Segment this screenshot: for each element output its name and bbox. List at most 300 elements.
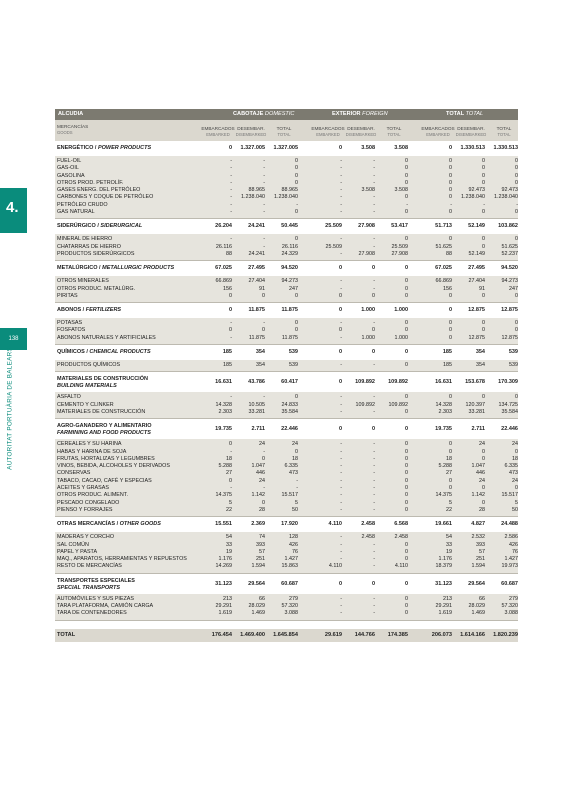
- cell-value: 66: [479, 595, 485, 602]
- cell-value: -: [450, 201, 452, 208]
- row-label: OTROS MINERALES: [57, 278, 109, 285]
- cell-value: 1.176: [438, 556, 452, 563]
- cell-value: 0: [405, 492, 408, 499]
- detail-group: [55, 532, 518, 572]
- cell-value: 57: [479, 548, 485, 555]
- cell-value: 0: [405, 394, 408, 401]
- cell-value: 0: [515, 292, 518, 299]
- cell-value: 29.564: [248, 580, 265, 587]
- cell-value: 6.335: [284, 463, 298, 470]
- cell-value: 0: [372, 292, 375, 299]
- cell-value: 0: [371, 349, 375, 356]
- cell-value: 54: [226, 534, 232, 541]
- column-heading: EMBARCADOS EMBARKED: [201, 126, 235, 137]
- cell-value: 354: [476, 362, 485, 369]
- cell-value: 53.417: [391, 223, 408, 230]
- cell-value: 0: [229, 477, 232, 484]
- table-row: [55, 158, 518, 165]
- cell-value: 26.116: [215, 243, 232, 250]
- table-row: [55, 603, 518, 610]
- cell-value: 43.786: [248, 379, 265, 386]
- cell-value: 0: [405, 595, 408, 602]
- cell-value: -: [373, 165, 375, 172]
- cell-value: 19: [446, 548, 452, 555]
- cell-value: 6.568: [394, 521, 408, 528]
- cell-value: 0: [405, 455, 408, 462]
- cell-value: 12.875: [468, 307, 485, 314]
- cell-value: 185: [442, 349, 452, 356]
- cell-value: 19.735: [215, 426, 232, 433]
- row-label: MINERAL DE HIERRO: [57, 236, 113, 243]
- cell-value: 0: [295, 292, 298, 299]
- cell-value: -: [340, 534, 342, 541]
- cell-value: 0: [449, 448, 452, 455]
- cell-value: 24.241: [248, 250, 265, 257]
- cell-value: -: [263, 179, 265, 186]
- cell-value: 33: [226, 541, 232, 548]
- row-label: ABONOS / FERTILIZERS: [57, 307, 122, 314]
- cell-value: 24.329: [281, 250, 298, 257]
- cell-value: 0: [405, 602, 408, 609]
- cell-value: 109.892: [355, 379, 375, 386]
- table-row: [55, 507, 518, 514]
- cell-value: 24.833: [281, 401, 298, 408]
- cell-value: 33: [446, 541, 452, 548]
- table-row: [55, 278, 518, 285]
- row-label: ASFALTO: [57, 394, 81, 401]
- cell-value: -: [373, 285, 375, 292]
- cell-value: 28.029: [248, 602, 265, 609]
- page-number: 138: [0, 328, 27, 350]
- cell-value: 0: [262, 327, 265, 334]
- cell-value: 1.619: [438, 610, 452, 617]
- cell-value: 109.892: [388, 379, 408, 386]
- row-label: OTRAS MERCANCÍAS / OTHER GOODS: [57, 521, 161, 528]
- cell-value: 134.725: [498, 401, 518, 408]
- cell-value: 0: [405, 463, 408, 470]
- cell-value: 88: [226, 250, 232, 257]
- group-foreign: EXTERIOR FOREIGN: [332, 111, 388, 117]
- cell-value: 0: [338, 379, 342, 386]
- cell-value: -: [340, 455, 342, 462]
- cell-value: 1.238.040: [274, 194, 298, 201]
- cell-value: 0: [228, 145, 232, 151]
- cell-value: -: [263, 394, 265, 401]
- cell-value: 0: [262, 292, 265, 299]
- cell-value: 279: [289, 595, 298, 602]
- cell-value: 28: [259, 506, 265, 513]
- cell-value: -: [340, 485, 342, 492]
- cell-value: 0: [405, 499, 408, 506]
- cell-value: 14.328: [215, 401, 232, 408]
- cell-value: 0: [449, 172, 452, 179]
- cell-value: 0: [405, 327, 408, 334]
- cell-value: 0: [338, 426, 342, 433]
- row-label: FOSFATOS: [57, 327, 86, 334]
- table-row: [55, 362, 518, 369]
- cell-value: 19: [226, 548, 232, 555]
- cell-value: 213: [443, 595, 452, 602]
- cell-value: -: [340, 463, 342, 470]
- row-label: GASOLINA: [57, 172, 85, 179]
- table-row: [55, 409, 518, 416]
- traffic-table: [55, 109, 518, 642]
- cell-value: -: [373, 470, 375, 477]
- cell-value: 0: [405, 541, 408, 548]
- cell-value: 251: [476, 556, 485, 563]
- cell-value: 109.892: [355, 401, 375, 408]
- row-label: CONSERVAS: [57, 470, 91, 477]
- cell-value: 24: [479, 441, 485, 448]
- row-label: AUTOMÓVILES Y SUS PIEZAS: [57, 595, 134, 602]
- table-row: [55, 244, 518, 251]
- section-row: [55, 345, 518, 360]
- row-label: OTROS PRODUC. METALÚRG.: [57, 285, 136, 292]
- cell-value: 17.920: [281, 521, 298, 528]
- cell-value: 60.687: [501, 580, 518, 587]
- cell-value: 88.965: [248, 187, 265, 194]
- cell-value: -: [373, 506, 375, 513]
- cell-value: 29.564: [468, 580, 485, 587]
- cell-value: 2.711: [251, 426, 265, 433]
- cell-value: 539: [508, 349, 518, 356]
- column-heading: EMBARCADOS EMBARKED: [421, 126, 455, 137]
- cell-value: 1.427: [284, 556, 298, 563]
- cell-value: -: [340, 187, 342, 194]
- cell-value: 144.766: [354, 631, 375, 638]
- cell-value: 1.327.005: [240, 145, 265, 151]
- cell-value: 2.458: [361, 521, 375, 528]
- cell-value: 0: [405, 485, 408, 492]
- goods-heading: MERCANCÍAS GOODS: [57, 124, 89, 135]
- cell-value: 19.735: [435, 426, 452, 433]
- cell-value: 0: [449, 320, 452, 327]
- cell-value: 35.584: [501, 408, 518, 415]
- cell-value: 0: [405, 448, 408, 455]
- cell-value: -: [340, 541, 342, 548]
- cell-value: 0: [482, 448, 485, 455]
- cell-value: 3.088: [284, 610, 298, 617]
- cell-value: 0: [405, 320, 408, 327]
- cell-value: 0: [449, 165, 452, 172]
- group-total: TOTAL TOTAL: [446, 111, 484, 117]
- row-label: TARA DE CONTENEDORES: [57, 610, 127, 617]
- cell-value: -: [230, 179, 232, 186]
- cell-value: 67.025: [435, 265, 452, 272]
- row-label: TOTAL: [57, 631, 76, 638]
- cell-value: 539: [288, 349, 298, 356]
- cell-value: 14.375: [215, 492, 232, 499]
- cell-value: 539: [289, 362, 298, 369]
- row-label: OTROS PRODUC. ALIMENT.: [57, 492, 128, 499]
- cell-value: 0: [372, 327, 375, 334]
- row-label: MAQ., APARATOS, HERRAMIENTAS Y REPUESTOS: [57, 556, 187, 563]
- cell-value: -: [516, 201, 518, 208]
- cell-value: 57.320: [281, 602, 298, 609]
- cell-value: -: [373, 563, 375, 570]
- cell-value: 31.123: [215, 580, 232, 587]
- cell-value: 0: [229, 292, 232, 299]
- cell-value: 0: [405, 441, 408, 448]
- row-label: TRANSPORTES ESPECIALES SPECIAL TRANSPORTS: [57, 577, 135, 591]
- table-row: [55, 449, 518, 456]
- cell-value: 0: [515, 394, 518, 401]
- cell-value: 91: [479, 285, 485, 292]
- cell-value: 0: [405, 158, 408, 164]
- cell-value: 0: [448, 145, 452, 151]
- cell-value: -: [340, 408, 342, 415]
- cell-value: 0: [338, 580, 342, 587]
- cell-value: 185: [222, 349, 232, 356]
- cell-value: 0: [228, 307, 232, 314]
- cell-value: -: [373, 320, 375, 327]
- cell-value: 3.508: [394, 187, 408, 194]
- cell-value: 0: [371, 426, 375, 433]
- cell-value: 18: [226, 455, 232, 462]
- table-row: [55, 610, 518, 617]
- cell-value: 18: [292, 455, 298, 462]
- cell-value: 5.288: [218, 463, 232, 470]
- table-row: [55, 251, 518, 258]
- cell-value: -: [340, 492, 342, 499]
- chapter-tab: [0, 188, 27, 233]
- row-label: AGRO-GANADERO Y ALIMENTARIO FARMINING AND FOOD PRODUCTS: [57, 423, 152, 437]
- cell-value: 0: [295, 394, 298, 401]
- cell-value: 10.505: [248, 401, 265, 408]
- row-label: CHATARRAS DE HIERRO: [57, 243, 121, 250]
- cell-value: 1.469: [471, 610, 485, 617]
- cell-value: 29.291: [435, 602, 452, 609]
- cell-value: 0: [339, 327, 342, 334]
- row-label: MATERIALES DE CONSTRUCCIÓN BUILDING MATERIALS: [57, 376, 148, 390]
- cell-value: 0: [405, 362, 408, 369]
- table-row: [55, 441, 518, 448]
- cell-value: 0: [295, 165, 298, 172]
- cell-value: 14.269: [215, 563, 232, 570]
- row-label: SAL COMÚN: [57, 541, 89, 548]
- cell-value: -: [373, 455, 375, 462]
- section-row: [55, 419, 518, 439]
- cell-value: 15.551: [215, 521, 232, 528]
- cell-value: -: [373, 209, 375, 216]
- table-row: [55, 542, 518, 549]
- cell-value: 0: [449, 187, 452, 194]
- table-row: [55, 492, 518, 499]
- cell-value: -: [373, 408, 375, 415]
- cell-value: 0: [449, 179, 452, 186]
- row-label: GASES ENERG. DEL PETRÓLEO: [57, 187, 141, 194]
- total-row: [55, 629, 518, 642]
- cell-value: 3.508: [361, 187, 375, 194]
- cell-value: 247: [509, 285, 518, 292]
- cell-value: 1.327.005: [273, 145, 298, 151]
- cell-value: 94.520: [501, 265, 518, 272]
- row-label: ACEITES Y GRASAS: [57, 485, 109, 492]
- cell-value: -: [340, 401, 342, 408]
- cell-value: 1.469: [251, 610, 265, 617]
- cell-value: 0: [449, 477, 452, 484]
- cell-value: 0: [482, 485, 485, 492]
- cell-value: 0: [338, 307, 342, 314]
- cell-value: 66.869: [435, 278, 452, 285]
- cell-value: 0: [515, 327, 518, 334]
- cell-value: 18: [512, 455, 518, 462]
- cell-value: 0: [405, 194, 408, 201]
- table-row: [55, 534, 518, 541]
- cell-value: 24: [479, 477, 485, 484]
- cell-value: -: [340, 172, 342, 179]
- section-row: [55, 574, 518, 594]
- cell-value: 52.237: [501, 250, 518, 257]
- cell-value: -: [263, 165, 265, 172]
- table-row: [55, 485, 518, 492]
- cell-value: 22: [446, 506, 452, 513]
- cell-value: 170.309: [498, 379, 518, 386]
- row-label: PIENSO Y FORRAJES: [57, 506, 113, 513]
- cell-value: -: [373, 158, 375, 164]
- column-heading: TOTAL TOTAL: [496, 126, 512, 137]
- cell-value: -: [373, 441, 375, 448]
- cell-value: 0: [482, 236, 485, 243]
- cell-value: 0: [482, 292, 485, 299]
- cell-value: 2.532: [471, 534, 485, 541]
- cell-value: 27.404: [468, 278, 485, 285]
- table-row: [55, 500, 518, 507]
- cell-value: 185: [443, 362, 452, 369]
- table-row: [55, 556, 518, 563]
- cell-value: 156: [223, 285, 232, 292]
- cell-value: 0: [482, 179, 485, 186]
- cell-value: 54: [446, 534, 452, 541]
- cell-value: 446: [476, 470, 485, 477]
- cell-value: 0: [295, 209, 298, 216]
- table-row: [55, 173, 518, 180]
- cell-value: 1.594: [471, 563, 485, 570]
- cell-value: -: [263, 209, 265, 216]
- cell-value: 1.330.513: [460, 145, 485, 151]
- cell-value: 2.369: [251, 521, 265, 528]
- cell-value: 0: [295, 320, 298, 327]
- cell-value: -: [230, 172, 232, 179]
- row-label: RESTO DE MERCANCÍAS: [57, 563, 122, 570]
- cell-value: 2.586: [504, 534, 518, 541]
- cell-value: 0: [404, 349, 408, 356]
- cell-value: 176.454: [211, 631, 232, 638]
- cell-value: 94.273: [281, 278, 298, 285]
- cell-value: 18: [446, 455, 452, 462]
- cell-value: 26.116: [281, 243, 298, 250]
- cell-value: -: [340, 320, 342, 327]
- cell-value: 24.488: [501, 521, 518, 528]
- cell-value: 0: [482, 158, 485, 164]
- column-heading: DESEMBAR. DISEMBARKED: [345, 126, 377, 137]
- cell-value: -: [373, 201, 375, 208]
- cell-value: 67.025: [215, 265, 232, 272]
- cell-value: 3.508: [361, 145, 375, 151]
- cell-value: 27.908: [358, 223, 375, 230]
- cell-value: 11.875: [248, 307, 265, 314]
- row-label: GAS NATURAL: [57, 209, 95, 216]
- cell-value: 51.625: [501, 243, 518, 250]
- cell-value: 0: [482, 394, 485, 401]
- cell-value: -: [373, 448, 375, 455]
- cell-value: 1.142: [251, 492, 265, 499]
- cell-value: -: [340, 179, 342, 186]
- cell-value: 14.328: [435, 401, 452, 408]
- cell-value: 0: [405, 285, 408, 292]
- cell-value: 213: [223, 595, 232, 602]
- table-header: [55, 109, 518, 120]
- cell-value: -: [373, 179, 375, 186]
- cell-value: 76: [292, 548, 298, 555]
- cell-value: 0: [295, 448, 298, 455]
- cell-value: 11.875: [281, 334, 298, 341]
- cell-value: 1.330.513: [493, 145, 518, 151]
- cell-value: 24: [512, 477, 518, 484]
- section-row: [55, 517, 518, 532]
- cell-value: -: [340, 448, 342, 455]
- cell-value: 1.047: [471, 463, 485, 470]
- cell-value: 27.404: [248, 278, 265, 285]
- cell-value: 12.875: [501, 307, 518, 314]
- cell-value: -: [296, 485, 298, 492]
- cell-value: 473: [289, 470, 298, 477]
- cell-value: 51.713: [435, 223, 452, 230]
- cell-value: 0: [339, 292, 342, 299]
- detail-group: [55, 234, 518, 260]
- table-row: [55, 549, 518, 556]
- row-label: QUÍMICOS / CHEMICAL PRODUCTS: [57, 349, 151, 356]
- table-row: [55, 456, 518, 463]
- cell-value: 5: [515, 499, 518, 506]
- table-row: [55, 394, 518, 401]
- cell-value: 426: [289, 541, 298, 548]
- cell-value: -: [483, 201, 485, 208]
- cell-value: 1.047: [251, 463, 265, 470]
- cell-value: 5: [449, 499, 452, 506]
- cell-value: 0: [338, 145, 342, 151]
- cell-value: 5.288: [438, 463, 452, 470]
- table-row: [55, 202, 518, 209]
- cell-value: -: [230, 187, 232, 194]
- cell-value: 0: [405, 292, 408, 299]
- cell-value: 0: [449, 194, 452, 201]
- port-name: ALCUDIA: [58, 111, 84, 117]
- cell-value: 27.495: [468, 265, 485, 272]
- row-label: HABAS Y HARINA DE SOJA: [57, 448, 127, 455]
- cell-value: -: [230, 320, 232, 327]
- cell-value: 0: [405, 165, 408, 172]
- cell-value: 2.458: [361, 534, 375, 541]
- cell-value: -: [373, 278, 375, 285]
- cell-value: 0: [515, 448, 518, 455]
- cell-value: 19.661: [435, 521, 452, 528]
- cell-value: 354: [255, 349, 265, 356]
- column-heading: TOTAL TOTAL: [276, 126, 292, 137]
- table-row: [55, 478, 518, 485]
- cell-value: 0: [295, 158, 298, 164]
- section-row: [55, 372, 518, 392]
- cell-value: 11.875: [281, 307, 298, 314]
- cell-value: 0: [515, 236, 518, 243]
- cell-value: 4.827: [471, 521, 485, 528]
- table-row: [55, 335, 518, 342]
- cell-value: 1.000: [394, 307, 408, 314]
- cell-value: 12.875: [501, 334, 518, 341]
- cell-value: -: [340, 201, 342, 208]
- row-label: SIDERÚRGICO / SIDERURGICAL: [57, 223, 143, 230]
- cell-value: 2.711: [471, 426, 485, 433]
